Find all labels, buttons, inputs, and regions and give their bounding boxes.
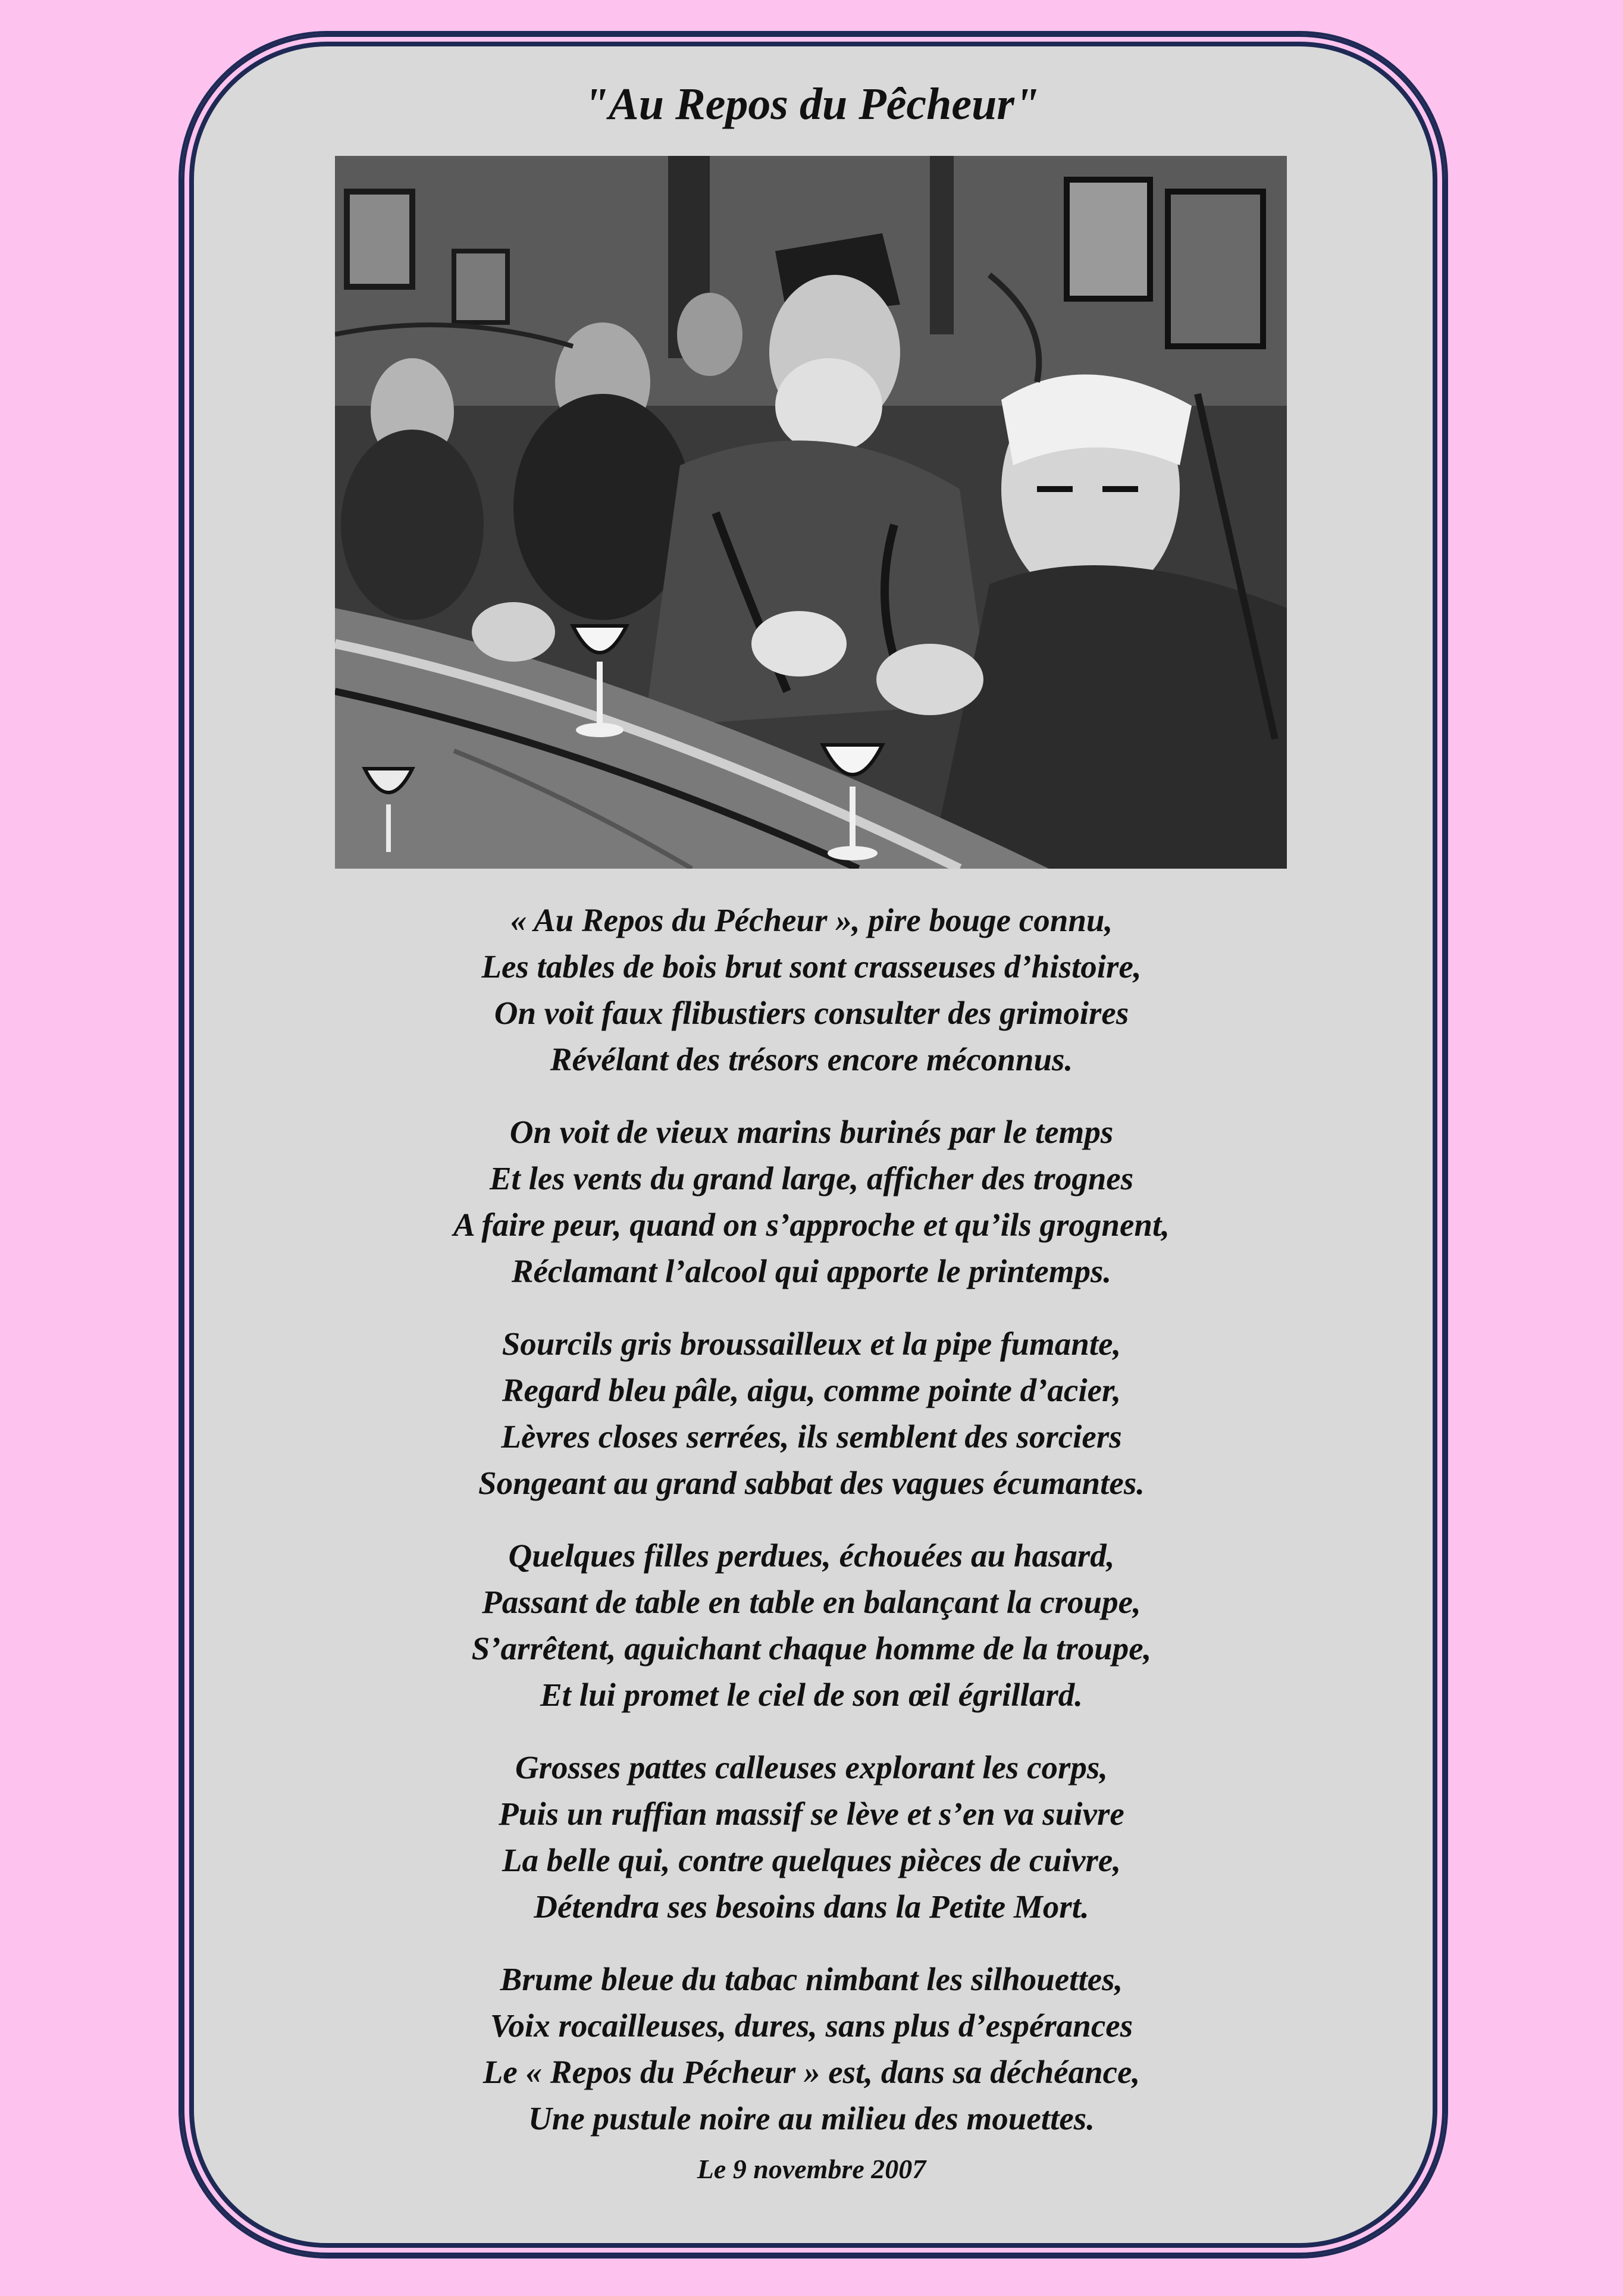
- verse-line: Révélant des trésors encore méconnus.: [550, 1041, 1073, 1077]
- verse-line: Et les vents du grand large, afficher des trognes: [489, 1160, 1134, 1196]
- verse-line: Réclamant l’alcool qui apporte le printemps.: [511, 1253, 1112, 1289]
- verse-line: Puis un ruffian massif se lève et s’en va suivre: [499, 1796, 1124, 1832]
- stanza: [0, 1109, 1623, 1295]
- verse-line: Grosses pattes calleuses explorant les corps,: [515, 1749, 1108, 1786]
- tavern-illustration: [335, 156, 1287, 869]
- stanza: [0, 897, 1623, 1083]
- verse-line: Les tables de bois brut sont crasseuses d’histoire,: [481, 948, 1142, 985]
- verse-line: « Au Repos du Pécheur », pire bouge connu,: [510, 902, 1113, 938]
- verse-line: Regard bleu pâle, aigu, comme pointe d’acier,: [502, 1372, 1121, 1408]
- poem-body: [0, 897, 1623, 2168]
- poem-title: "Au Repos du Pêcheur": [583, 79, 1040, 129]
- verse-line: Songeant au grand sabbat des vagues écumantes.: [478, 1465, 1145, 1501]
- stanza: [0, 1533, 1623, 1718]
- verse-line: Le « Repos du Pécheur » est, dans sa déchéance,: [482, 2054, 1141, 2090]
- verse-line: S’arrêtent, aguichant chaque homme de la troupe,: [471, 1630, 1152, 1667]
- tavern-scene-image: [335, 156, 1287, 869]
- verse-line: Et lui promet le ciel de son œil égrillard.: [540, 1677, 1083, 1713]
- verse-line: La belle qui, contre quelques pièces de cuivre,: [502, 1842, 1121, 1878]
- verse-line: Lèvres closes serrées, ils semblent des sorciers: [501, 1418, 1122, 1455]
- verse-line: A faire peur, quand on s’approche et qu’ils grognent,: [453, 1207, 1170, 1243]
- verse-line: On voit de vieux marins burinés par le temps: [509, 1114, 1114, 1150]
- verse-line: On voit faux flibustiers consulter des grimoires: [494, 995, 1129, 1031]
- verse-line: Sourcils gris broussailleux et la pipe fumante,: [502, 1326, 1121, 1362]
- verse-line: Une pustule noire au milieu des mouettes.: [528, 2100, 1095, 2137]
- stanza: [0, 1956, 1623, 2142]
- verse-line: Passant de table en table en balançant la croupe,: [482, 1584, 1141, 1620]
- verse-line: Détendra ses besoins dans la Petite Mort.: [534, 1888, 1089, 1925]
- verse-line: Brume bleue du tabac nimbant les silhouettes,: [500, 1961, 1123, 1997]
- verse-line: Quelques filles perdues, échouées au hasard,: [508, 1537, 1115, 1574]
- stanza: [0, 1744, 1623, 1930]
- verse-line: Voix rocailleuses, dures, sans plus d’espérances: [490, 2007, 1133, 2044]
- poem-date: Le 9 novembre 2007: [697, 2154, 926, 2184]
- stanza: [0, 1321, 1623, 1506]
